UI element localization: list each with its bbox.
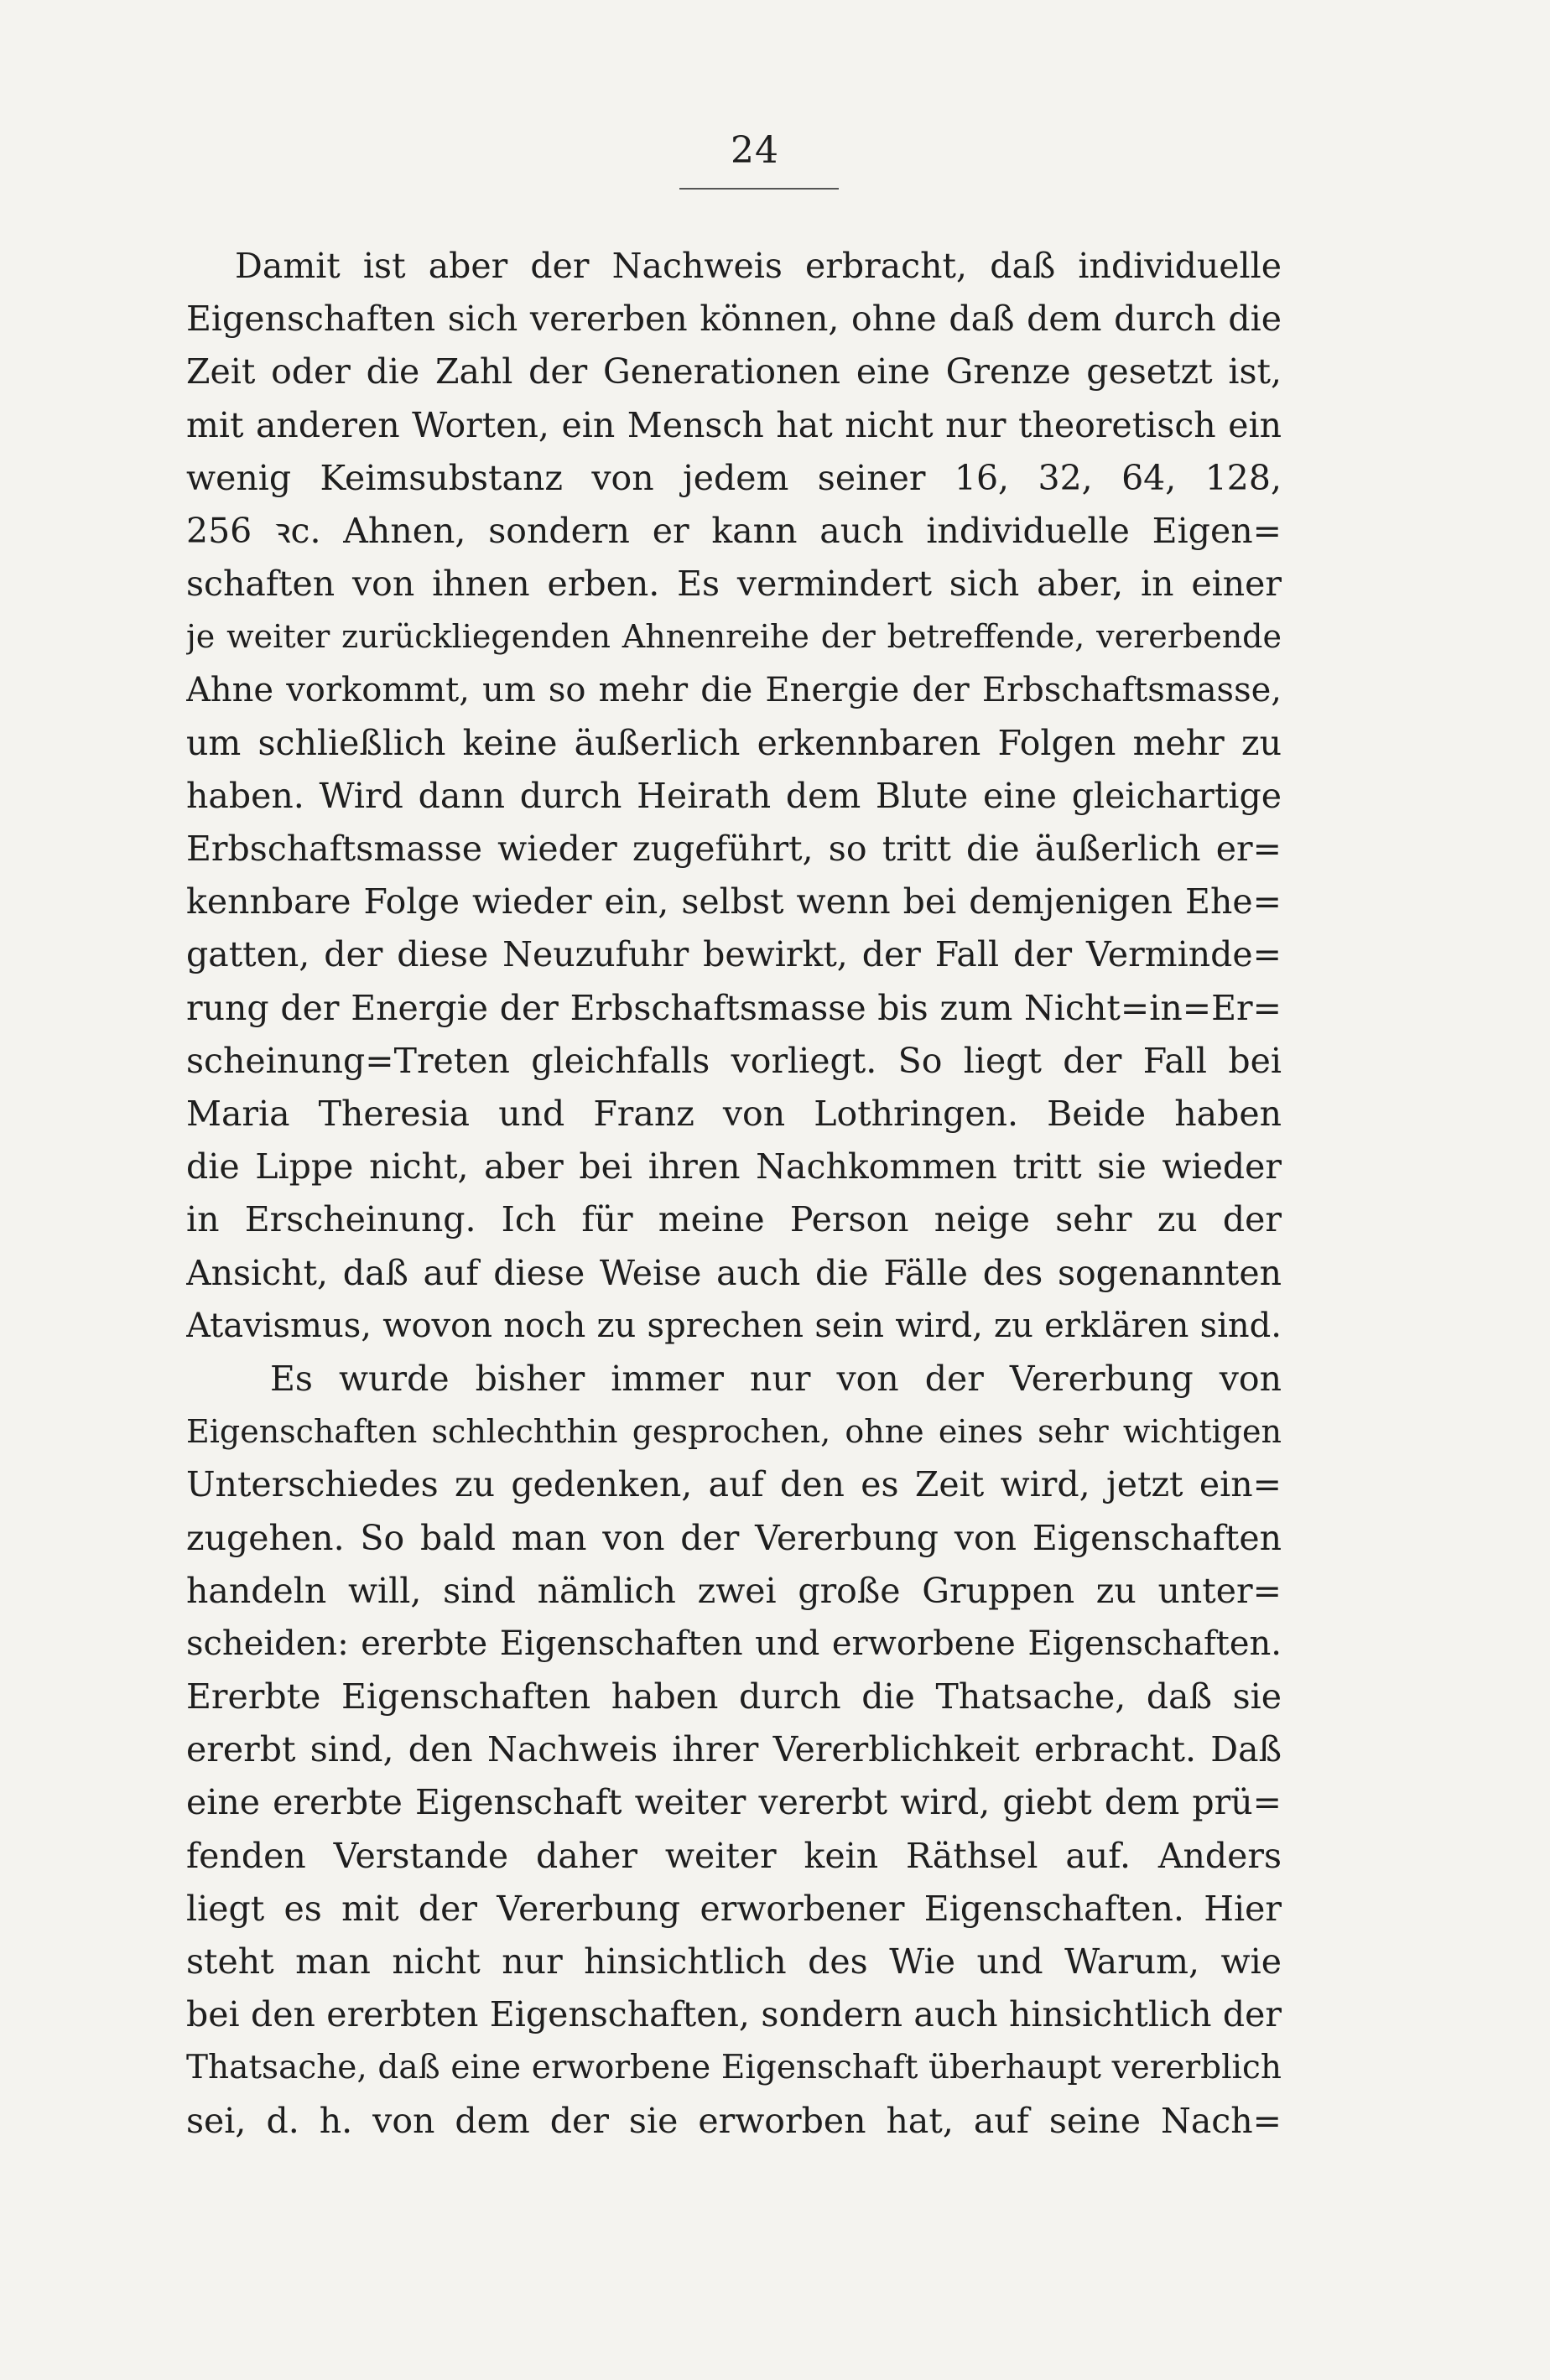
text-line: Maria Theresia und Franz von Lothringen. Beide haben bbox=[186, 1094, 1282, 1134]
text-line: Eigenschaften schlechthin gesprochen, ohne eines sehr wichtigen bbox=[186, 1413, 1282, 1451]
text-line: Eigenschaften sich vererben können, ohne daß dem durch die bbox=[186, 299, 1282, 340]
text-line: Damit ist aber der Nachweis erbracht, daß individuelle bbox=[235, 246, 1282, 286]
text-line: schaften von ihnen erben. Es vermindert sich aber, in einer bbox=[186, 564, 1282, 605]
text-line: gatten, der diese Neuzufuhr bewirkt, der Fall der Verminde= bbox=[186, 934, 1282, 975]
text-line: in Erscheinung. Ich für meine Person neige sehr zu der bbox=[186, 1199, 1282, 1240]
body-text bbox=[186, 240, 1282, 2148]
text-line: bei den ererbten Eigenschaften, sondern auch hinsichtlich der bbox=[186, 1994, 1282, 2035]
text-line: mit anderen Worten, ein Mensch hat nicht nur theoretisch ein bbox=[186, 404, 1282, 445]
text-line: sei, d. h. von dem der sie erworben hat, auf seine Nach= bbox=[186, 2100, 1282, 2141]
text-line: haben. Wird dann durch Heirath dem Blute eine gleichartige bbox=[186, 775, 1282, 816]
text-line: Ererbte Eigenschaften haben durch die Thatsache, daß sie bbox=[186, 1676, 1282, 1717]
text-line: scheinung=Treten gleichfalls vorliegt. So liegt der Fall bei bbox=[186, 1040, 1282, 1081]
text-line: Ahne vorkommt, um so mehr die Energie der Erbschaftsmasse, bbox=[186, 670, 1282, 709]
text-line: je weiter zurückliegenden Ahnenreihe der betreffende, vererbende bbox=[186, 618, 1282, 656]
text-line: zugehen. So bald man von der Vererbung von Eigenschaften bbox=[186, 1517, 1282, 1558]
text-line: 256 ꝛc. Ahnen, sondern er kann auch individuelle Eigen= bbox=[186, 510, 1282, 551]
text-line: Erbschaftsmasse wieder zugeführt, so tritt die äußerlich er= bbox=[186, 829, 1282, 870]
text-line: scheiden: ererbte Eigenschaften und erworbene Eigenschaften. bbox=[186, 1624, 1282, 1663]
text-line: Zeit oder die Zahl der Generationen eine Grenze gesetzt ist, bbox=[186, 351, 1282, 392]
text-line: eine ererbte Eigenschaft weiter vererbt wird, giebt dem prü= bbox=[186, 1782, 1282, 1823]
text-line: um schließlich keine äußerlich erkennbaren Folgen mehr zu bbox=[186, 722, 1282, 763]
text-line: kennbare Folge wieder ein, selbst wenn bei demjenigen Ehe= bbox=[186, 881, 1282, 922]
text-line: Thatsache, daß eine erworbene Eigenschaft überhaupt vererblich bbox=[186, 2049, 1282, 2087]
text-line: Es wurde bisher immer nur von der Vererbung von bbox=[270, 1358, 1282, 1399]
text-line: Atavismus, wovon noch zu sprechen sein wird, zu erklären sind. bbox=[186, 1306, 1282, 1345]
text-line: rung der Energie der Erbschaftsmasse bis zum Nicht=in=Er= bbox=[186, 987, 1282, 1028]
text-line: die Lippe nicht, aber bei ihren Nachkommen tritt sie wieder bbox=[186, 1146, 1282, 1187]
text-line: wenig Keimsubstanz von jedem seiner 16, 32, 64, 128, bbox=[186, 457, 1282, 498]
header-rule bbox=[679, 188, 839, 190]
text-line: handeln will, sind nämlich zwei große Gruppen zu unter= bbox=[186, 1570, 1282, 1611]
text-line: steht man nicht nur hinsichtlich des Wie und Warum, wie bbox=[186, 1941, 1282, 1982]
text-line: Ansicht, daß auf diese Weise auch die Fälle des sogenannten bbox=[186, 1252, 1282, 1293]
page-number: 24 bbox=[731, 129, 779, 172]
text-line: liegt es mit der Vererbung erworbener Eigenschaften. Hier bbox=[186, 1888, 1282, 1929]
text-line: fenden Verstande daher weiter kein Räthsel auf. Anders bbox=[186, 1835, 1282, 1876]
text-line: ererbt sind, den Nachweis ihrer Vererblichkeit erbracht. Daß bbox=[186, 1729, 1282, 1770]
text-line: Unterschiedes zu gedenken, auf den es Zeit wird, jetzt ein= bbox=[186, 1464, 1282, 1505]
